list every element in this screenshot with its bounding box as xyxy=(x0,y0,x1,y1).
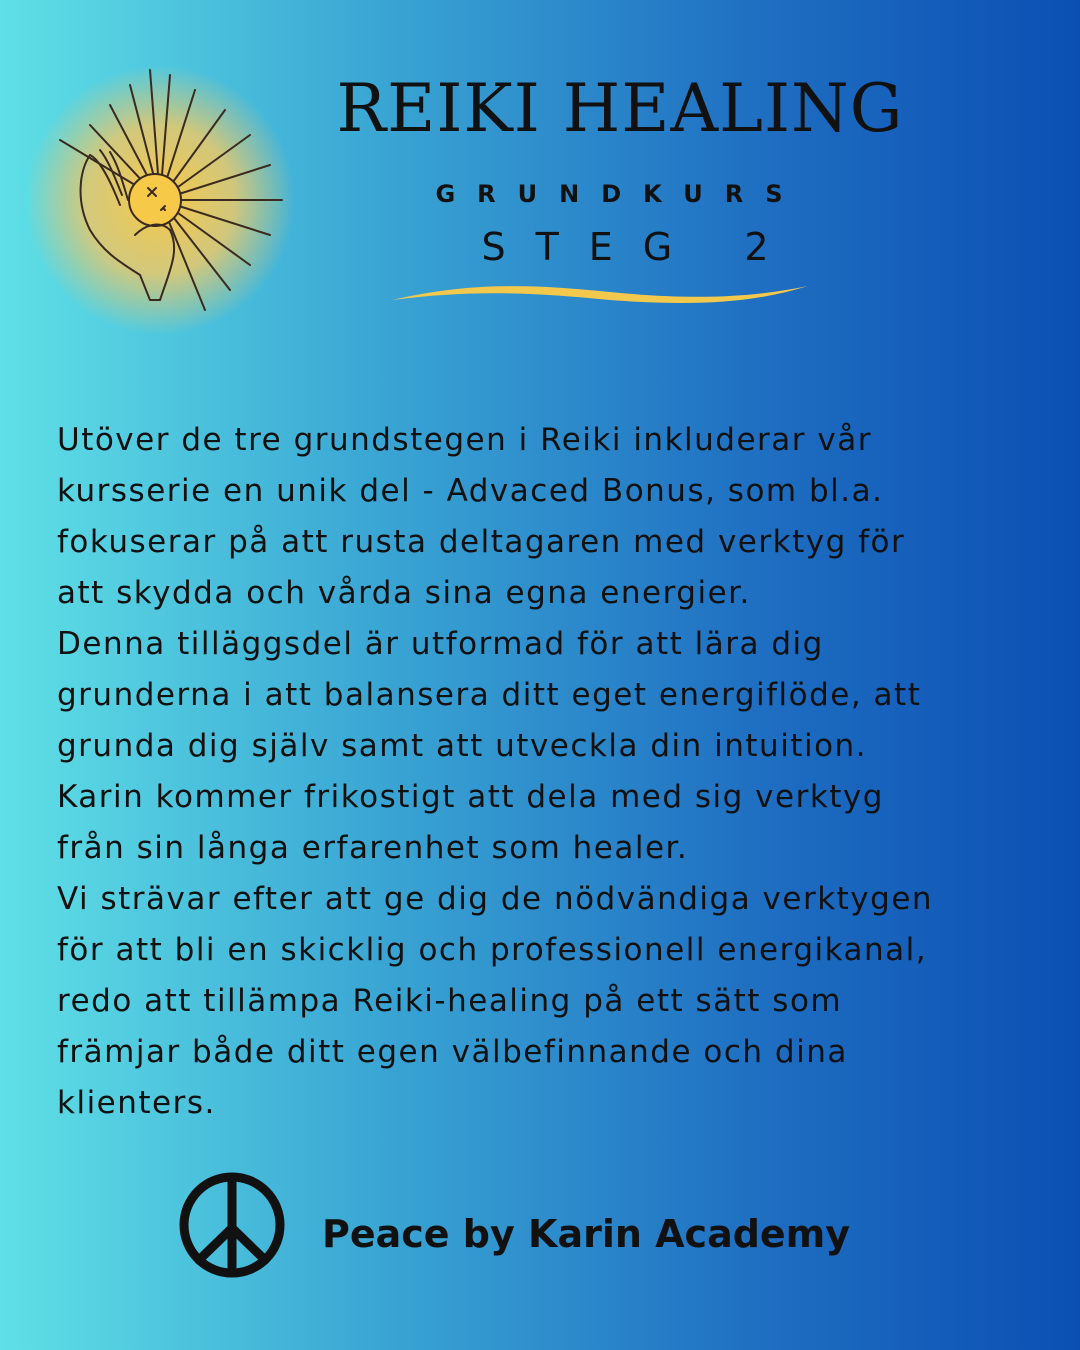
description-line: Utöver de tre grundstegen i Reiki inkluderar vår xyxy=(57,422,872,458)
description-line: främjar både ditt egen välbefinnande och dina xyxy=(57,1034,848,1070)
description-line: för att bli en skicklig och professionell energikanal, xyxy=(57,932,928,968)
description-line: kursserie en unik del - Advaced Bonus, som bl.a. xyxy=(57,473,884,509)
description-line: fokuserar på att rusta deltagaren med verktyg för xyxy=(57,524,906,560)
description-line: att skydda och vårda sina egna energier. xyxy=(57,575,751,611)
course-step: STEG 2 xyxy=(481,225,799,269)
page-title: REIKI HEALING xyxy=(336,70,904,147)
brand-name: Peace by Karin Academy xyxy=(322,1212,851,1256)
peace-sign-icon xyxy=(175,1168,290,1283)
description-line: Vi strävar efter att ge dig de nödvändiga verktygen xyxy=(57,881,934,917)
description-line: grunderna i att balansera ditt eget energiflöde, att xyxy=(57,677,922,713)
description-line: grunda dig själv samt att utveckla din intuition. xyxy=(57,728,868,764)
description-line: Karin kommer frikostigt att dela med sig verktyg xyxy=(57,779,884,815)
decorative-wave xyxy=(390,280,810,310)
course-subtitle: GRUNDKURS xyxy=(435,180,805,208)
description-line: redo att tillämpa Reiki-healing på ett sätt som xyxy=(57,983,843,1019)
course-description xyxy=(57,415,1037,1129)
description-line: Denna tilläggsdel är utformad för att lära dig xyxy=(57,626,824,662)
hand-sun-icon xyxy=(30,60,310,340)
description-line: klienters. xyxy=(57,1085,216,1121)
description-line: från sin långa erfarenhet som healer. xyxy=(57,830,689,866)
